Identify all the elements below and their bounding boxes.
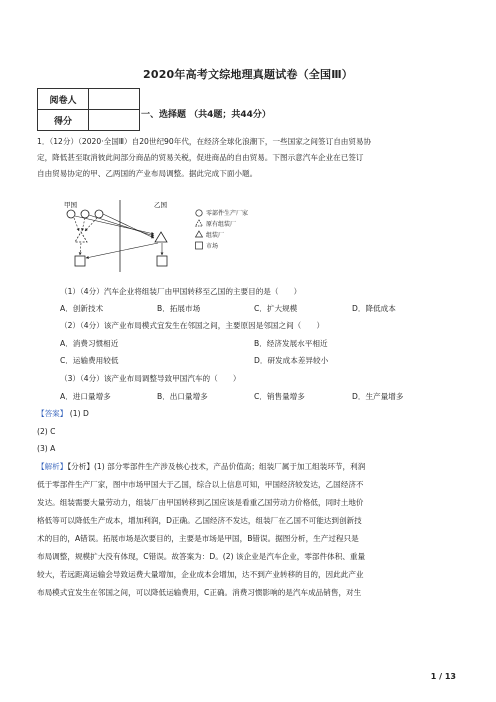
answer-2: (2) C [37,427,56,436]
answer-1: (1) D [69,409,89,418]
sub-q1-stem: （1）（4分）汽车企业将组装厂由甲国转移至乙国的主要目的是（ ） [60,287,302,296]
legend-parts-label: 零部件生产厂家 [206,210,249,217]
parts-factory-icon [81,210,89,218]
reviewer-label: 阅卷人 [38,89,89,110]
analysis-tag: 【解析】 [37,462,68,471]
analysis-line-5: 术的目的，A错误。拓展市场是次要目的，主要是市场是甲国，B错误。据图分析，生产过程只是 [37,534,359,543]
sub-q2-option-a: A．消费习惯相近 [60,339,119,348]
analysis-line-4: 格低等可以降低生产成本，增加利润，D正确。乙国经济不发达，组装厂在乙国不可能达到创新技 [37,516,362,525]
sub-q2-stem: （2）（4分）该产业布局模式宜发生在邻国之间，主要原因是邻国之间（ ） [60,321,325,330]
q1-intro-line-1: 1．（12分）（2020·全国Ⅲ）自20世纪90年代，在经济全球化浪潮下，一些国家之间签订自由贸易协 [37,137,372,146]
sub-q2-option-b: B．经济发展水平相近 [254,339,328,348]
legend-original-assembly-label: 原有组装厂 [206,221,237,228]
analysis-line-6: 布局调整，规模扩大没有体现，C错误。故答案为：D。(2) 该企业是汽车企业，零部件体积、重量 [37,552,366,561]
market-icon [75,256,85,266]
answer-block [37,406,89,421]
sub-q3-option-a: A．进口量增多 [60,392,111,401]
analysis-line-8: 布局模式宜发生在邻国之间，可以降低运输费用，C正确。消费习惯影响的是汽车成品销售，对生 [37,588,362,597]
sub-q3-option-d: D．生产量增多 [352,392,404,401]
reviewer-cell [89,89,140,110]
legend-market-icon [196,242,203,249]
legend-original-assembly-icon [196,220,203,226]
page-title: 2020年高考文综地理真题试卷（全国Ⅲ） [142,68,353,81]
score-cell [89,110,140,131]
legend-assembly-label: 组装厂 [206,232,225,239]
sub-q3-stem: （3）（4分）该产业布局调整导致甲国汽车的（ ） [60,374,241,383]
parts-factory-icon [95,210,103,218]
parts-factory-icon [67,210,75,218]
market-icon [157,256,167,266]
analysis-line-7: 较大，若远距离运输会导致运费大量增加，企业成本会增加，达不到产业转移的目的，因此此产业 [37,570,364,579]
section-heading: 一、选择题 （共4题；共44分） [141,110,271,120]
sub-q1-option-c: C．扩大规模 [254,304,298,313]
legend-parts-icon [196,210,202,216]
industry-layout-diagram [58,198,288,274]
flow-arrows [74,214,162,258]
country-b-label: 乙国 [154,201,167,209]
assembly-plant-icon [155,232,167,242]
country-a-label: 甲国 [64,201,77,209]
answer-3: (3) A [37,444,56,453]
score-label: 得分 [38,110,89,131]
analysis-line-2: 低于零部件生产厂家，图中市场甲国大于乙国，综合以上信息可知，甲国经济较发达，乙国经济不 [37,480,364,489]
analysis-line-3: 发达。组装需要大量劳动力，组装厂由甲国转移到乙国应该是看重乙国劳动力价格低，同时土地价 [37,498,364,507]
sub-q2-option-c: C．运输费用较低 [60,356,119,365]
sub-q1-option-d: D．降低成本 [352,304,396,313]
q1-intro-line-3: 自由贸易协定的甲、乙两国的产业布局调整。据此完成下面小题。 [37,169,258,178]
original-assembly-plant-icon [75,232,87,242]
sub-q1-option-a: A．创新技术 [60,304,104,313]
sub-q2-option-d: D．研发成本差异较小 [254,356,329,365]
sub-q3-option-b: B．出口量增多 [157,392,208,401]
page-number: 1 / 13 [430,672,456,681]
legend-market-label: 市场 [206,243,219,250]
answer-tag: 【答案】 [37,409,68,418]
score-table [37,88,140,131]
q1-intro-line-2: 定，降低甚至取消彼此间部分商品的贸易关税，促进商品的自由贸易。下图示意汽车企业在已签订 [37,153,364,162]
analysis-line-1: 【解析】【分析】(1) 部分零部件生产涉及核心技术，产品价值高；组装厂属于加工组装环节，利润 [37,462,366,471]
sub-q1-option-b: B．拓展市场 [157,304,201,313]
legend-assembly-icon [196,231,203,237]
sub-q3-option-c: C．销售量增多 [254,392,305,401]
